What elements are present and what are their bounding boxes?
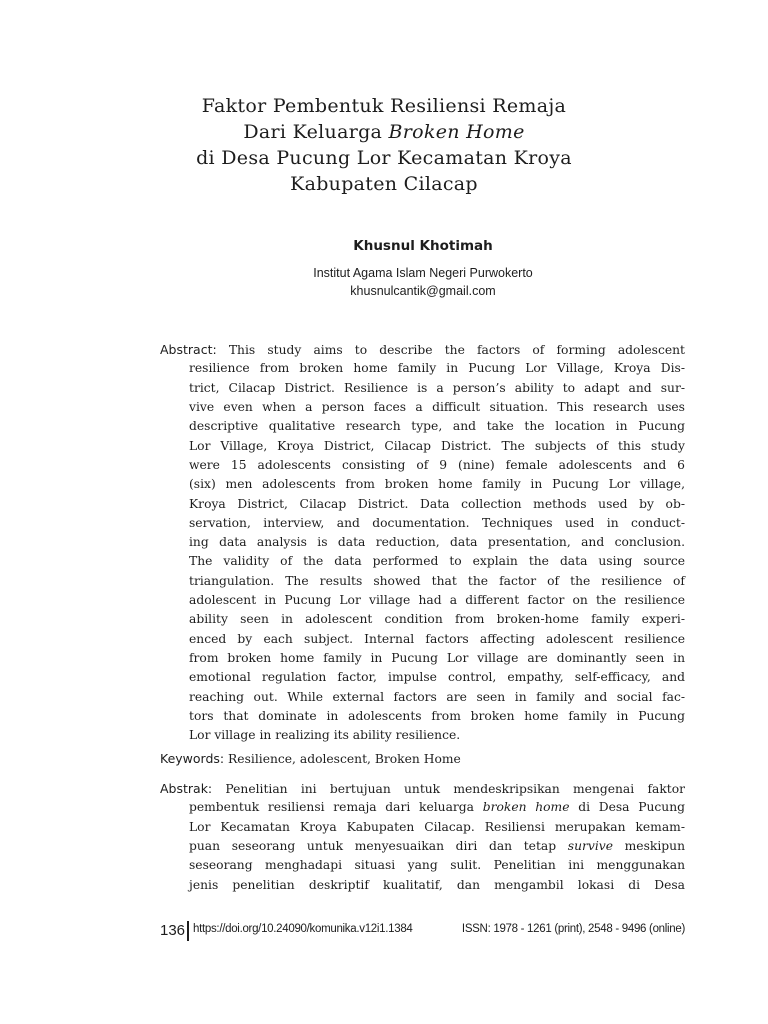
keywords-text: Resilience, adolescent, Broken Home [228,752,461,766]
abstrak-first-line [160,779,685,798]
abstract-body [160,359,685,726]
abstract-line: from broken home family in Pucung Lor village are dominantly seen in [189,651,685,665]
keywords-label: Keywords: [160,751,225,766]
page-footer [160,921,685,941]
author-institution: Institut Agama Islam Negeri Purwokerto [313,266,533,280]
title-line-3: di Desa Pucung Lor Kecamatan Kroya [196,147,572,169]
abstract-line: reaching out. While external factors are seen in family and social fac- [189,689,685,704]
abstrak-line-4-b: meskipun [612,838,685,853]
abstrak-line-2-b: di Desa Pucung [569,800,685,815]
abstract-line: Kroya District, Cilacap District. Data collection methods used by ob- [189,496,685,511]
abstrak-line-2 [160,798,685,817]
abstrak-line-4-a: puan seseorang untuk menyesuaikan diri dan tetap [189,838,568,853]
article-title [0,93,768,197]
abstrak-label: Abstrak: [160,781,213,796]
abstract-line: resilience from broken home family in Pucung Lor Village, Kroya Dis- [189,361,685,376]
abstract-line: ability seen in adolescent condition from broken-home family experi- [189,612,685,627]
abstract-line: were 15 adolescents consisting of 9 (nine) female adolescents and 6 [189,457,685,472]
author-affiliation [0,264,768,300]
footer-divider [187,921,189,941]
abstrak-line-4-italic: survive [567,838,613,853]
title-line-2 [0,119,768,145]
keywords-line [160,749,685,768]
abstract-line: servation, interview, and documentation. Techniques used in conduct- [189,515,685,530]
keywords [160,749,685,768]
title-line-1: Faktor Pembentuk Resiliensi Remaja [201,95,567,117]
page-number: 136 [160,922,186,939]
abstract-last-line: Lor village in realizing its ability resilience. [189,728,461,743]
title-line-2-italic: Broken Home [388,121,525,143]
abstrak-line-3: Lor Kecamatan Kroya Kabupaten Cilacap. Resiliensi merupakan kemam- [189,819,685,834]
abstract-line: adolescent in Pucung Lor village had a different factor on the resilience [189,593,685,608]
author-name: Khusnul Khotimah [353,238,493,254]
abstract-line: trict, Cilacap District. Resilience is a person’s ability to adapt and sur- [189,380,685,395]
abstract-first-line-text: This study aims to describe the factors of forming adolescent [228,343,685,357]
abstract-line: Lor Village, Kroya District, Cilacap District. The subjects of this study [189,438,685,453]
abstract-label: Abstract: [160,342,217,357]
issn-text: ISSN: 1978 - 1261 (print), 2548 - 9496 (online) [461,923,685,935]
abstract-line: triangulation. The results showed that the factor of the resilience of [189,573,685,588]
abstract-line: The validity of the data performed to explain the data using source [189,554,685,569]
abstrak-line-6: jenis penelitian deskriptif kualitatif, dan mengambil lokasi di Desa [189,877,685,892]
abstrak-first-line-text: Penelitian ini bertujuan untuk mendeskripsikan mengenai faktor [225,782,685,796]
abstract-line: emotional regulation factor, impulse control, empathy, self-efficacy, and [189,670,685,685]
doi-link[interactable]: https://doi.org/10.24090/komunika.v12i1.1384 [193,923,413,935]
author-email: khusnulcantik@gmail.com [350,284,496,298]
abstract-line: vive even when a person faces a difficult situation. This research uses [189,399,685,414]
abstrak-line-4 [160,837,685,856]
abstract-line: ing data analysis is data reduction, data presentation, and conclusion. [189,535,685,550]
abstrak-line-2-italic: broken home [482,800,570,815]
abstract-indonesian [160,779,685,895]
title-line-2-text: Dari Keluarga [243,121,389,143]
abstract-line: descriptive qualitative research type, and take the location in Pucung [189,419,685,434]
abstract-line: tors that dominate in adolescents from broken home family in Pucung [189,708,685,723]
abstract-first-line [160,340,685,359]
title-line-4: Kabupaten Cilacap [290,173,478,195]
abstract-line: (six) men adolescents from broken home family in Pucung Lor village, [189,477,685,492]
abstract-english [160,340,685,746]
abstrak-line-5: seseorang menghadapi situasi yang sulit. Penelitian ini menggunakan [189,858,685,873]
abstrak-line-2-a: pembentuk resiliensi remaja dari keluarga [189,800,483,815]
abstract-line: enced by each subject. Internal factors affecting adolescent resilience [189,631,685,646]
